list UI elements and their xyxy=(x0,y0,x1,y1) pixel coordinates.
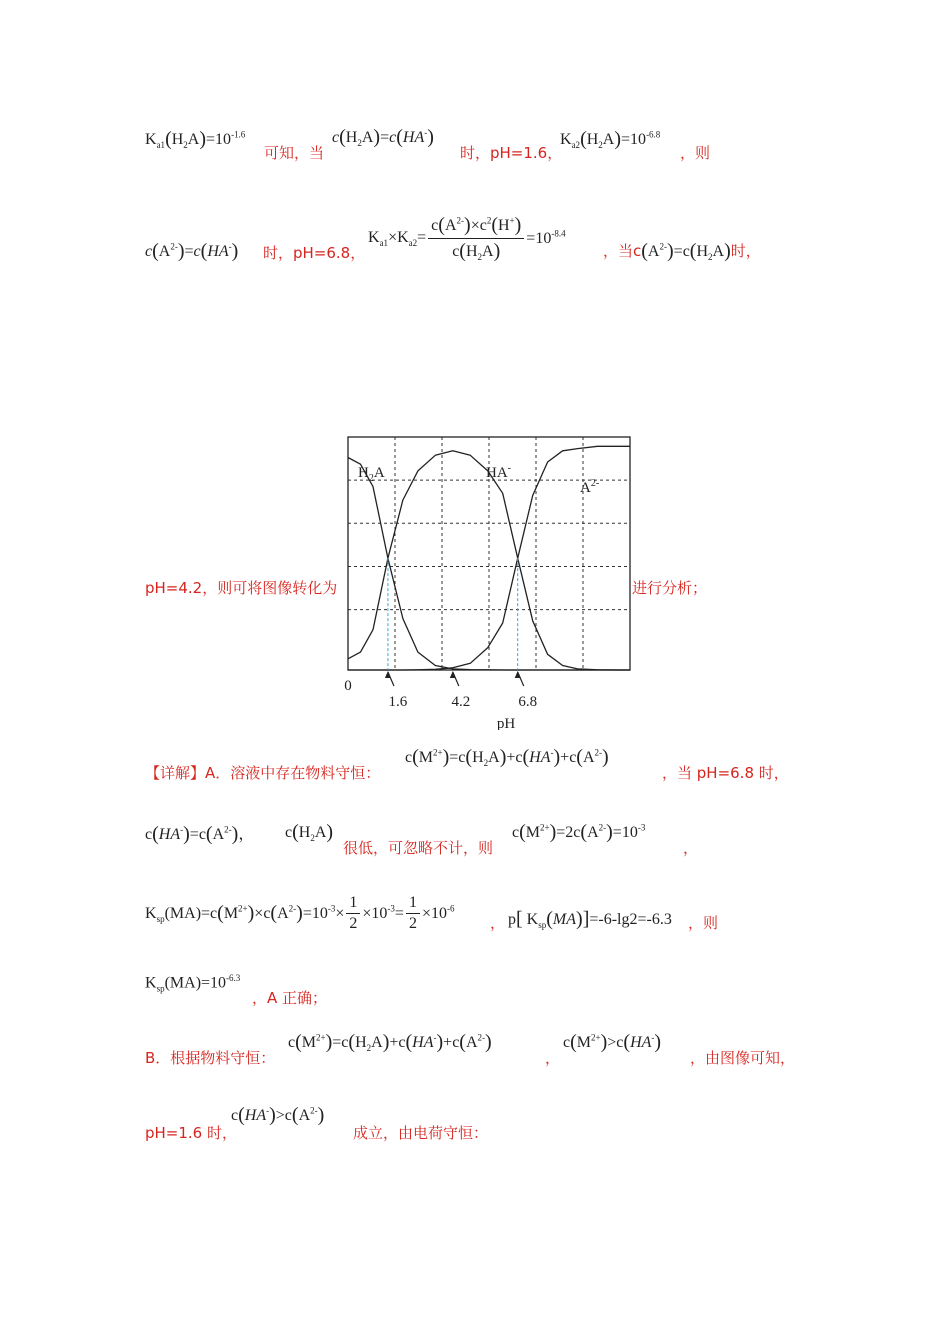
ha-gt-a2: $c(HA^-)>c(A^{2-})$ xyxy=(231,1104,325,1126)
line-2 xyxy=(0,210,950,270)
text-ph-1-6: 时，pH=1.6， xyxy=(460,144,563,162)
line-8 xyxy=(0,1025,950,1085)
pksp-result: p[ $K_{sp}(MA)]=-6-\lg 2=-6.3$ xyxy=(508,908,672,931)
text-ze-2: ，则 xyxy=(688,914,719,932)
c-h2a: $c(H_2A)$ xyxy=(285,821,334,844)
text-from-graph: ，由图像可知， xyxy=(690,1049,796,1067)
distribution-chart-svg xyxy=(335,425,645,730)
material-balance-eq-2: $c(M^{2+})=c(H_2A)+c(HA^-)+c(A^{2-})$ xyxy=(288,1031,492,1054)
material-balance-eq-1: $c(M^{2+})=c(H_2A)+c(HA^-)+c(A^{2-})$ xyxy=(405,746,609,769)
text-a-correct: ，A 正确； xyxy=(252,989,328,1007)
m2-gt-ha: $c(M^{2+})>c(HA^-)$ xyxy=(563,1031,662,1053)
ka-product-fraction: $K_{a1}\times K_{a2}=$ $\frac{c(A^{2-})\times c^2(H^+)}{c(H_2A)}$ $=10^{-8.4}$ xyxy=(368,214,566,263)
x-tick-label: 0 xyxy=(344,678,352,694)
text-ph-1-6-shi: pH=1.6 时， xyxy=(145,1124,237,1142)
text-kezhi-dang: 可知，当 xyxy=(264,144,325,162)
text-comma-3: ， xyxy=(545,1049,561,1067)
ksp-final: $K_{sp}(MA)=10^{-6.3}$ xyxy=(145,973,241,994)
text-ph-6-8: 时，pH=6.8， xyxy=(263,244,366,262)
ksp-calculation: $K_{sp}(MA)=c(M^{2+})\times c(A^{2-})=10^{-3}\times$ $\frac{1}{2}$ $\times 10^{-3}=$ $\frac{1}{2}$ $\times 10^{-6}$ xyxy=(145,894,455,932)
distribution-chart xyxy=(335,425,645,730)
line-9 xyxy=(0,1100,950,1160)
text-dang-c: ，当$c(A^{2-})=c(H_2A)$时， xyxy=(603,240,761,263)
text-comma: ， xyxy=(683,839,699,857)
series-label-h2a: $H_2A$ xyxy=(358,465,385,484)
text-jinxing-fenxi: 进行分析； xyxy=(632,579,708,597)
tick-arrowhead xyxy=(450,671,456,678)
eq-m2-value: $c(M^{2+})=2c(A^{2-})=10^{-3}$ xyxy=(512,821,646,843)
text-comma-2: ， xyxy=(490,914,506,932)
text-ze: ，则 xyxy=(680,144,711,162)
text-xiangjie-a: 【详解】A．溶液中存在物料守恒： xyxy=(145,764,381,782)
line-6 xyxy=(0,890,950,950)
text-chengli: 成立，由电荷守恒： xyxy=(353,1124,489,1142)
series-label-a2: $A^{2-}$ xyxy=(580,478,600,496)
line-7 xyxy=(0,965,950,1025)
series-label-ha: HA- xyxy=(486,463,512,481)
text-henhen-di: 很低，可忽略不计，则 xyxy=(343,839,494,857)
text-ph-4-2: pH=4.2，则可将图像转化为 xyxy=(145,579,338,597)
text-dang-ph-6-8: ，当 pH=6.8 时， xyxy=(662,764,789,782)
x-tick-label: 6.8 xyxy=(518,694,538,710)
ka1-expression: $K_{a1}(H_2A)=10^{-1.6}$ xyxy=(145,128,246,151)
line-1 xyxy=(0,120,950,180)
eq-a2-ha: $c(A^{2-})=c(HA^-)$ xyxy=(145,240,239,262)
x-tick-label: 4.2 xyxy=(451,694,471,710)
tick-arrowhead xyxy=(515,671,521,678)
x-tick-label: 1.6 xyxy=(388,694,408,710)
ka2-expression: $K_{a2}(H_2A)=10^{-6.8}$ xyxy=(560,128,661,151)
text-b-material-balance: B．根据物料守恒： xyxy=(145,1049,276,1067)
x-axis-label: pH xyxy=(496,716,516,730)
line-4 xyxy=(0,740,950,800)
eq-ha-a2: $c(HA^-)=c(A^{2-})$， xyxy=(145,823,255,845)
line-5 xyxy=(0,815,950,875)
tick-arrowhead xyxy=(385,671,391,678)
eq-h2a-ha: $c(H_2A)=c(HA^-)$ xyxy=(332,126,434,149)
